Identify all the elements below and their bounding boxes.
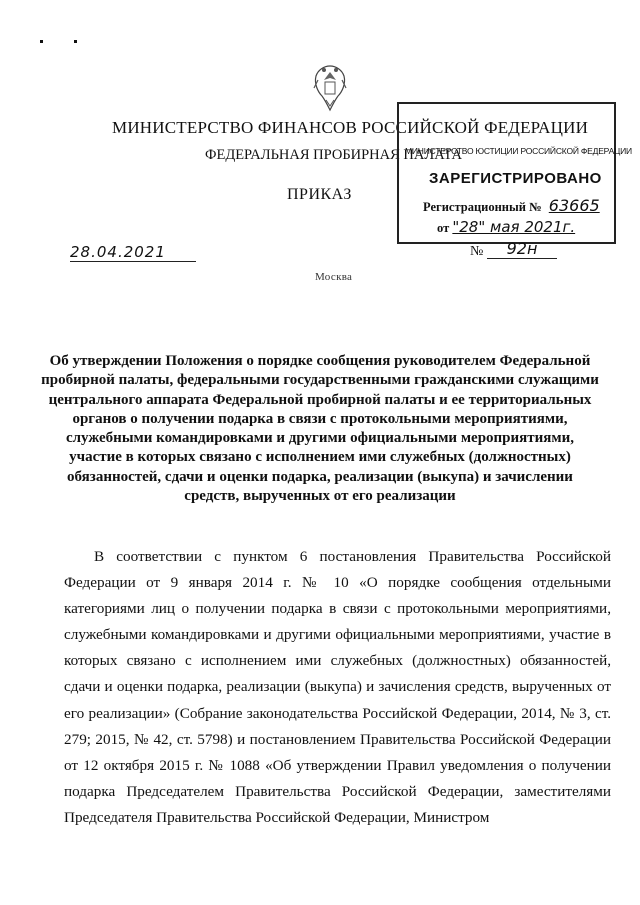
scan-speck [74, 40, 77, 43]
body-text [64, 544, 611, 831]
order-date: 28.04.2021 [70, 243, 196, 262]
stamp-authority: МИНИСТЕРСТВО ЮСТИЦИИ РОССИЙСКОЙ ФЕДЕРАЦИИ [405, 146, 632, 156]
order-title: Об утверждении Положения о порядке сообщения руководителем Федеральной пробирной палаты, федеральными государственными гражданскими служащими центрального аппарата Федеральной пробирной палаты и ее территориальных органов о получении подарка в связи с протокольными мероприятиями, служебными командировками и другими официальными мероприятиями, участие в которых связано с исполнением ими служебных (должностных) обязанностей, сдачи и оценки подарка, реализации (выкупа) и зачислении средств, вырученных от его реализации [41, 353, 599, 505]
stamp-date [437, 218, 575, 236]
stamp-reg-value: 63665 [548, 196, 600, 215]
document-type: ПРИКАЗ [287, 186, 352, 203]
ministry-name: МИНИСТЕРСТВО ФИНАНСОВ РОССИЙСКОЙ ФЕДЕРАЦИИ [112, 118, 589, 137]
stamp-date-label: от [437, 221, 450, 235]
stamp-reg-label: Регистрационный № [423, 200, 542, 214]
stamp-date-value: "28" мая 2021г. [452, 218, 576, 236]
coat-of-arms-icon [310, 62, 350, 114]
stamp-status: ЗАРЕГИСТРИРОВАНО [429, 170, 602, 187]
order-number-label: № [470, 244, 484, 259]
order-number: 92н [487, 239, 557, 259]
registration-stamp [397, 102, 632, 244]
city: Москва [315, 271, 353, 283]
stamp-registration-number [423, 196, 600, 215]
scan-speck [40, 40, 43, 43]
agency-name: ФЕДЕРАЛЬНАЯ ПРОБИРНАЯ ПАЛАТА [205, 147, 463, 163]
body-paragraph: В соответствии с пунктом 6 постановления Правительства Российской Федерации от 9 января 2014 г. № 10 «О порядке сообщения отдельными категориями лиц о получении подарка в связи с протокольными мероприятиями, служебными командировками и другими официальными мероприятиями, участие в которых связано с исполнением ими служебных (должностных) обязанностей, сдачи и оценки подарка, реализации (выкупа) и зачисления средств, вырученных от его реализации» (Собрание законодательства Российской Федерации, 2014, № 3, ст. 279; 2015, № 42, ст. 5798) и постановлением Правительства Российской Федерации от 12 октября 2015 г. № 1088 «Об утверждении Правил уведомления о получении подарка Председателем Правительства Российской Федерации, заместителями Председателя Правительства Российской Федерации, Министром [64, 548, 611, 826]
